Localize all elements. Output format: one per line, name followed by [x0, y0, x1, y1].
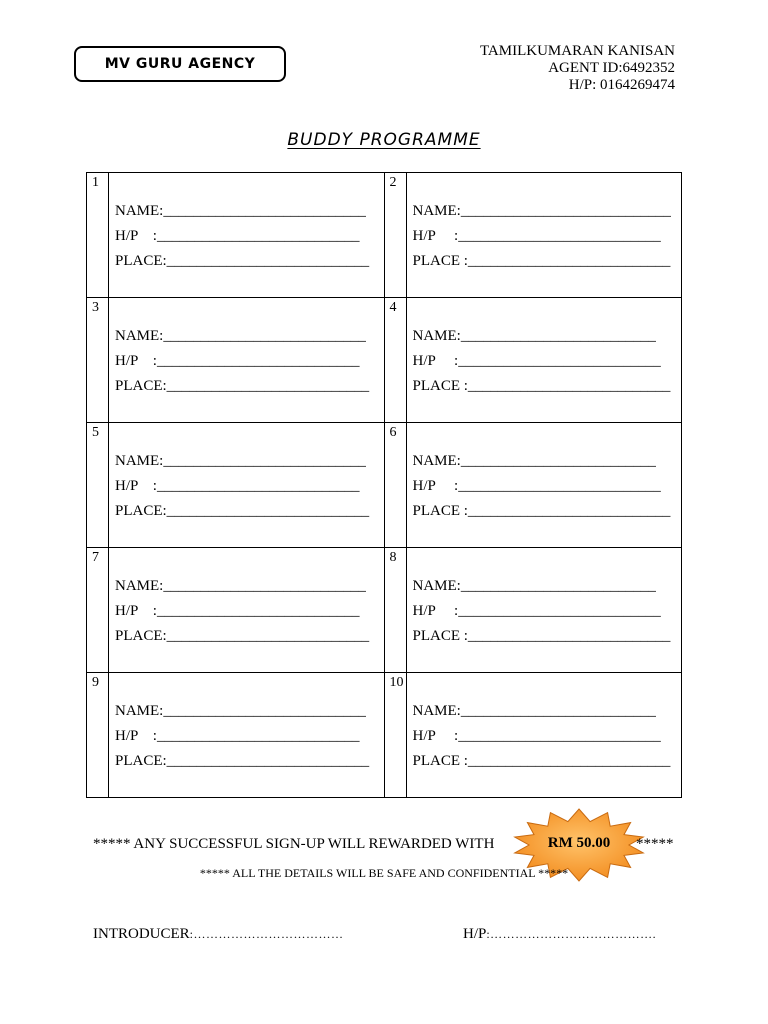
entry-number: 7	[87, 548, 109, 673]
entry-hp-field[interactable]: H/P :___________________________	[115, 353, 360, 369]
entry-hp-field[interactable]: H/P :___________________________	[412, 478, 661, 494]
buddy-table	[86, 172, 682, 798]
entry-place-field[interactable]: PLACE:___________________________	[115, 628, 370, 644]
agency-logo-box	[74, 46, 286, 82]
entry-hp-field[interactable]: H/P :___________________________	[412, 728, 661, 744]
entry-place-field[interactable]: PLACE:___________________________	[115, 503, 370, 519]
entry-name-field[interactable]: NAME:__________________________	[412, 578, 656, 594]
entry-hp-field[interactable]: H/P :___________________________	[115, 228, 360, 244]
agent-name: TAMILKUMARAN KANISAN	[479, 43, 675, 59]
reward-end-stars: *****	[636, 836, 674, 852]
page-title	[0, 130, 768, 150]
entry-fields	[406, 548, 682, 673]
introducer-field[interactable]	[93, 926, 344, 943]
entry-place-field[interactable]: PLACE:___________________________	[115, 253, 370, 269]
entry-hp-field[interactable]: H/P :___________________________	[115, 478, 360, 494]
entry-number: 10	[384, 673, 406, 798]
entry-number: 9	[87, 673, 109, 798]
entry-hp-field[interactable]: H/P :___________________________	[412, 603, 661, 619]
reward-amount: RM 50.00	[547, 835, 611, 851]
entry-place-field[interactable]: PLACE:___________________________	[115, 378, 370, 394]
confidential-note: ***** ALL THE DETAILS WILL BE SAFE AND CONFIDENTIAL *****	[199, 866, 569, 880]
entry-number: 3	[87, 298, 109, 423]
table-row	[87, 548, 682, 673]
entry-name-field[interactable]: NAME:___________________________	[115, 703, 366, 719]
page-title-text: BUDDY PROGRAMME	[287, 130, 481, 150]
table-row	[87, 173, 682, 298]
introducer-dots: :………………………………	[189, 927, 344, 941]
entry-number: 2	[384, 173, 406, 298]
entry-hp-field[interactable]: H/P :___________________________	[412, 353, 661, 369]
entry-hp-field[interactable]: H/P :___________________________	[412, 228, 661, 244]
entry-hp-field[interactable]: H/P :___________________________	[115, 603, 360, 619]
entry-place-field[interactable]: PLACE :___________________________	[412, 253, 671, 269]
entry-number: 4	[384, 298, 406, 423]
entry-name-field[interactable]: NAME:____________________________	[412, 203, 671, 219]
entry-fields	[406, 673, 682, 798]
entry-number: 6	[384, 423, 406, 548]
entry-number: 8	[384, 548, 406, 673]
entry-name-field[interactable]: NAME:___________________________	[115, 328, 366, 344]
entry-fields	[406, 423, 682, 548]
entry-fields	[109, 173, 385, 298]
entry-name-field[interactable]: NAME:___________________________	[115, 203, 366, 219]
entry-fields	[406, 173, 682, 298]
entry-place-field[interactable]: PLACE :___________________________	[412, 753, 671, 769]
entry-place-field[interactable]: PLACE:___________________________	[115, 753, 370, 769]
introducer-hp-label: H/P	[463, 926, 487, 942]
agency-name: MV GURU AGENCY	[104, 56, 256, 72]
entry-fields	[406, 298, 682, 423]
entry-hp-field[interactable]: H/P :___________________________	[115, 728, 360, 744]
agent-info	[480, 43, 675, 94]
table-row	[87, 298, 682, 423]
entry-fields	[109, 673, 385, 798]
introducer-hp-field[interactable]	[463, 926, 656, 943]
agent-phone: H/P: 0164269474	[568, 77, 675, 93]
entry-number: 5	[87, 423, 109, 548]
entry-name-field[interactable]: NAME:__________________________	[412, 328, 656, 344]
entry-fields	[109, 548, 385, 673]
entry-name-field[interactable]: NAME:__________________________	[412, 453, 656, 469]
entry-name-field[interactable]: NAME:___________________________	[115, 578, 366, 594]
entry-place-field[interactable]: PLACE :___________________________	[412, 378, 671, 394]
agent-id: AGENT ID:6492352	[548, 60, 675, 76]
reward-text: ***** ANY SUCCESSFUL SIGN-UP WILL REWARDED WITH	[93, 836, 495, 852]
entry-place-field[interactable]: PLACE :___________________________	[412, 503, 671, 519]
entry-fields	[109, 298, 385, 423]
entry-fields	[109, 423, 385, 548]
entry-name-field[interactable]: NAME:__________________________	[412, 703, 656, 719]
introducer-hp-dots: :………………………………….	[486, 927, 657, 941]
entry-place-field[interactable]: PLACE :___________________________	[412, 628, 671, 644]
entry-name-field[interactable]: NAME:___________________________	[115, 453, 366, 469]
table-row	[87, 673, 682, 798]
table-row	[87, 423, 682, 548]
entry-number: 1	[87, 173, 109, 298]
introducer-label: INTRODUCER	[93, 926, 190, 942]
